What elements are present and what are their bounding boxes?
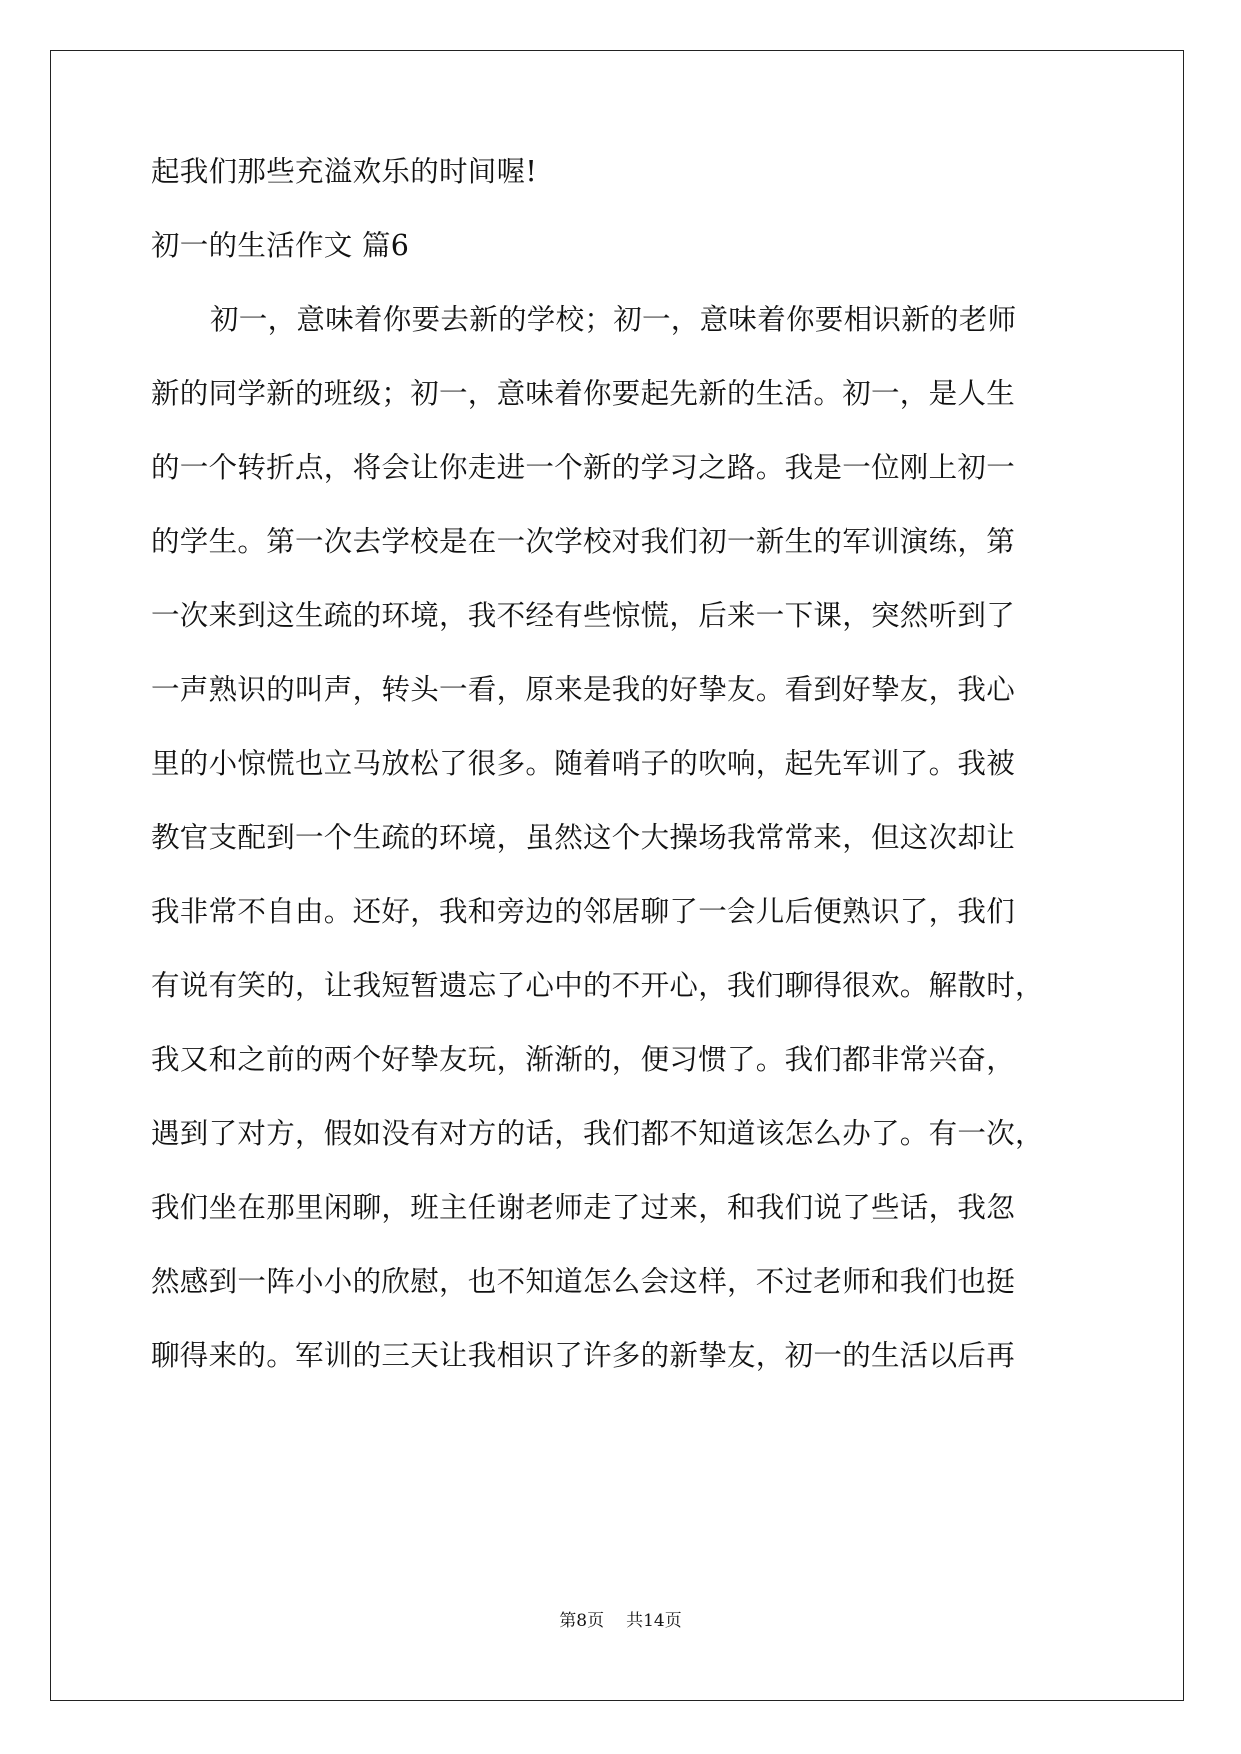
section-heading: 初一的生活作文 篇6 bbox=[151, 229, 410, 262]
text-line: 我又和之前的两个好挚友玩，渐渐的，便习惯了。我们都非常兴奋， bbox=[151, 1043, 1016, 1076]
page-footer bbox=[0, 1610, 1241, 1632]
text-line: 我们坐在那里闲聊，班主任谢老师走了过来，和我们说了些话，我忽 bbox=[151, 1191, 1016, 1224]
text-line: 教官支配到一个生疏的环境，虽然这个大操场我常常来，但这次却让 bbox=[151, 821, 1016, 854]
text-line: 然感到一阵小小的欣慰，也不知道怎么会这样，不过老师和我们也挺 bbox=[151, 1265, 1016, 1298]
text-line: 一声熟识的叫声，转头一看，原来是我的好挚友。看到好挚友，我心 bbox=[151, 673, 1016, 706]
text-line: 聊得来的。军训的三天让我相识了许多的新挚友，初一的生活以后再 bbox=[151, 1339, 1016, 1372]
text-line: 新的同学新的班级；初一，意味着你要起先新的生活。初一，是人生 bbox=[151, 377, 1016, 410]
text-line: 初一，意味着你要去新的学校；初一，意味着你要相识新的老师 bbox=[210, 303, 1017, 336]
text-line: 的一个转折点，将会让你走进一个新的学习之路。我是一位刚上初一 bbox=[151, 451, 1016, 484]
text-line: 起我们那些充溢欢乐的时间喔! bbox=[151, 155, 538, 188]
page-number: 第8页 bbox=[559, 1611, 605, 1631]
text-line: 有说有笑的，让我短暂遗忘了心中的不开心，我们聊得很欢。解散时， bbox=[151, 969, 1044, 1002]
text-line: 遇到了对方，假如没有对方的话，我们都不知道该怎么办了。有一次， bbox=[151, 1117, 1044, 1150]
total-pages: 共14页 bbox=[626, 1611, 682, 1631]
text-line: 一次来到这生疏的环境，我不经有些惊慌，后来一下课，突然听到了 bbox=[151, 599, 1016, 632]
text-line: 里的小惊慌也立马放松了很多。随着哨子的吹响，起先军训了。我被 bbox=[151, 747, 1016, 780]
text-line: 的学生。第一次去学校是在一次学校对我们初一新生的军训演练，第 bbox=[151, 525, 1016, 558]
text-line: 我非常不自由。还好，我和旁边的邻居聊了一会儿后便熟识了，我们 bbox=[151, 895, 1016, 928]
page-border bbox=[50, 50, 1184, 1701]
